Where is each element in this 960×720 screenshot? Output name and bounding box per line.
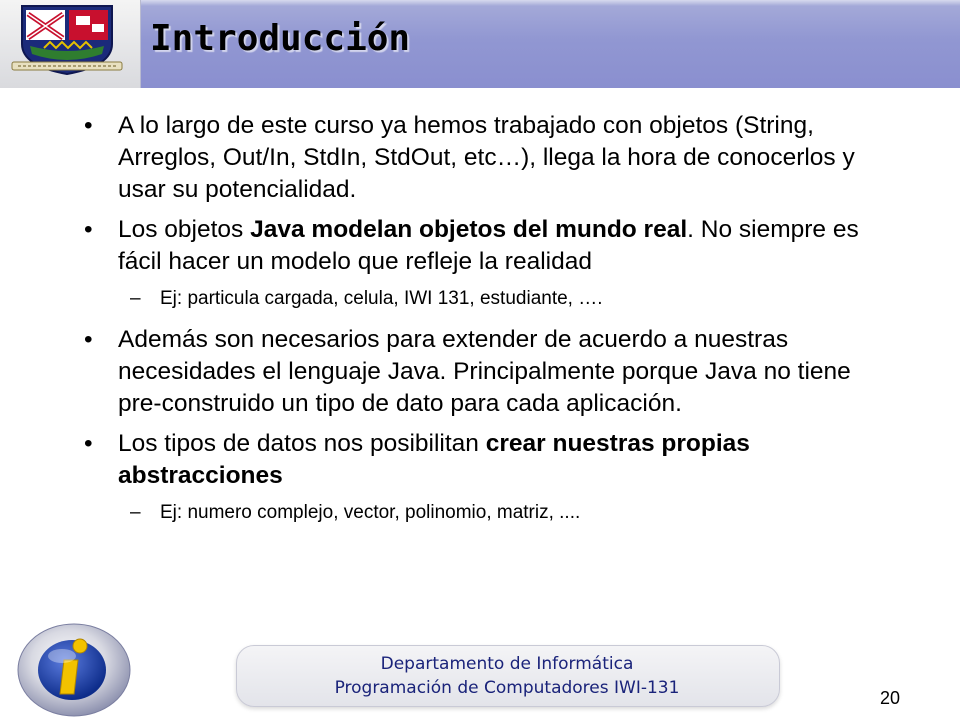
university-logo-box [0,0,141,88]
sub-bullet-text: Ej: particula cargada, celula, IWI 131, estudiante, …. [160,288,603,309]
bullet-text: A lo largo de este curso ya hemos trabajado con objetos (String, Arreglos, Out/In, StdIn, StdOut, etc…), llega la hora de conocerlos y usar su potencialidad. [118,112,855,203]
header-highlight [0,0,960,6]
sub-bullet-text: Ej: numero complejo, vector, polinomio, matriz, .... [160,502,581,523]
slide-title: Introducción [150,18,411,59]
sub-bullet-mark: – [130,288,141,309]
bullet-text: Los tipos de datos nos posibilitan [118,430,486,457]
sub-bullet-item [80,286,890,312]
bullet-item [80,324,890,420]
bullet-mark: • [84,326,93,353]
sub-bullet-item [80,500,890,526]
bullet-text: Además son necesarios para extender de acuerdo a nuestras necesidades el lenguaje Java. Principalmente porque Java no tiene pre-construido un tipo de dato para cada aplicación. [118,326,851,417]
slide-content [80,110,890,538]
sub-bullet-mark: – [130,502,141,523]
bullet-item [80,110,890,206]
bullet-mark: • [84,216,93,243]
page-number: 20 [880,688,901,708]
informatica-i-logo-icon [14,612,134,720]
header-band [0,0,960,88]
footer-department: Departamento de Informática [380,654,634,674]
bullet-bold-text: Java modelan objetos del mundo real [250,216,688,243]
bullet-item [80,214,890,278]
bullet-mark: • [84,112,93,139]
bullet-bold-text: crear nuestras propias abstracciones [118,430,750,489]
footer-course: Programación de Computadores IWI-131 [334,678,680,698]
bullet-mark: • [84,430,93,457]
bullet-text: . No siempre es fácil hacer un modelo que refleje la realidad [118,216,859,275]
bullet-item [80,428,890,492]
bullet-text: Los objetos [118,216,251,243]
university-shield-logo-icon [8,4,126,76]
